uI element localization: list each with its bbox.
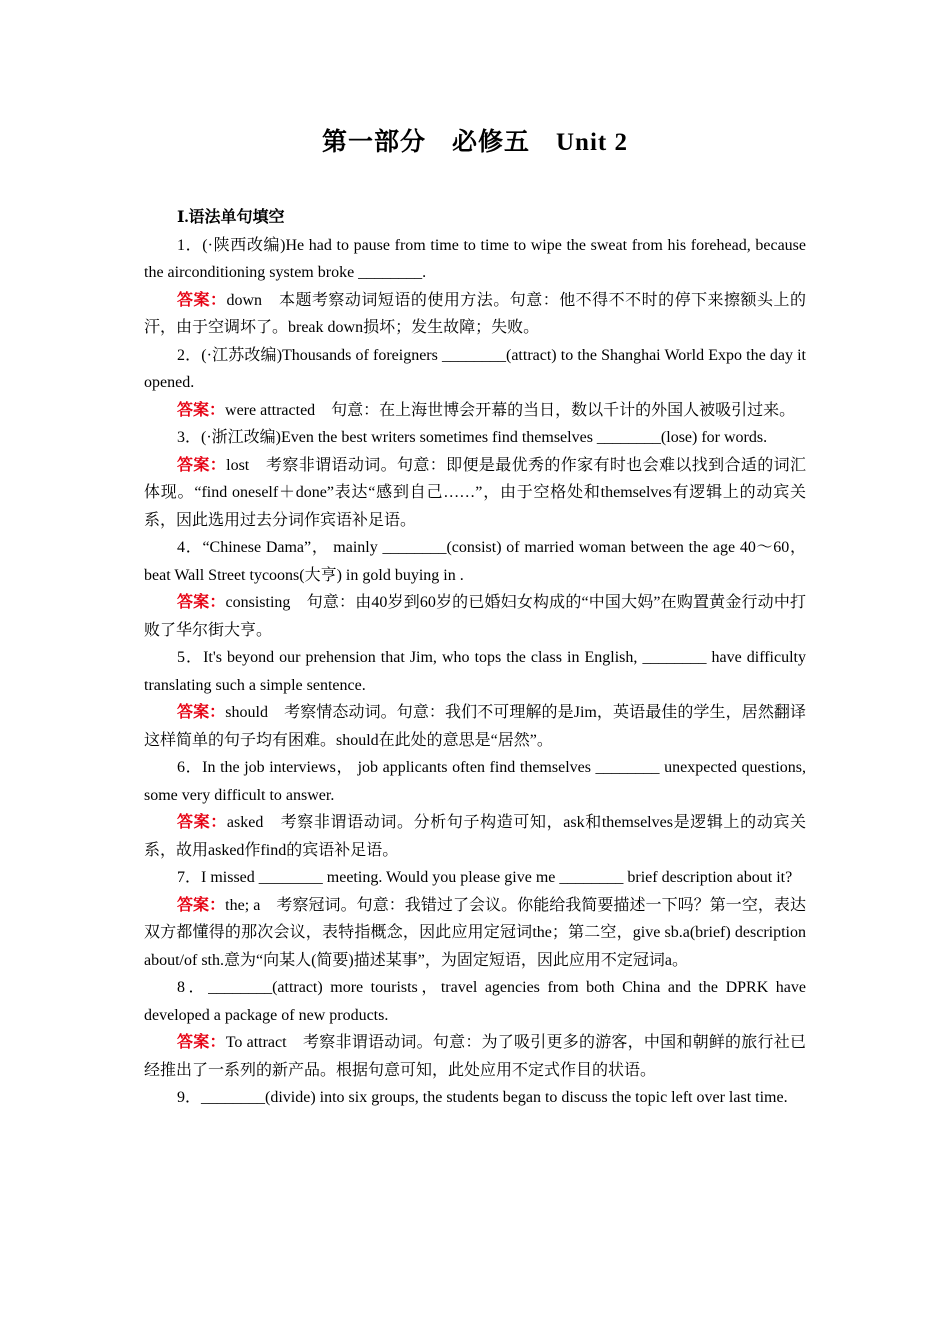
answer-text: were attracted 句意：在上海世博会开幕的当日，数以千计的外国人被吸引过来。 (225, 401, 796, 419)
answer-label: 答案： (177, 704, 226, 721)
question-8: 8．________(attract) more tourists，travel agencies from both China and the DPRK have developed a package of new products. (144, 979, 806, 1024)
answer-text: asked 考察非谓语动词。分析句子构造可知，ask和themselves是逻辑上的动宾关系，故用asked作find的宾语补足语。 (144, 814, 806, 859)
question-9: 9．________(divide) into six groups, the students began to discuss the topic left over last time. (177, 1089, 788, 1106)
page-title: 第一部分 必修五 Unit 2 (322, 129, 628, 156)
answer-text: should 考察情态动词。句意：我们不可理解的是Jim，英语最佳的学生，居然翻译这样简单的句子均有困难。should在此处的意思是“居然”。 (144, 704, 806, 749)
section-title: Ⅰ.语法单句填空 (177, 209, 285, 226)
answer-5 (144, 699, 806, 754)
answer-label: 答案： (177, 594, 226, 611)
question-1: 1．(·陕西改编)He had to pause from time to time to wipe the sweat from his forehead, because the airconditioning system broke ________. (144, 236, 806, 281)
question-6: 6．In the job interviews， job applicants often find themselves ________ unexpected questions, some very difficult to answer. (144, 759, 806, 804)
question-3: 3．(·浙江改编)Even the best writers sometimes find themselves ________(lose) for words. (177, 429, 768, 446)
answer-2 (144, 397, 806, 425)
answer-text: consisting 句意：由40岁到60岁的已婚妇女构成的“中国大妈”在购置黄金行动中打败了华尔街大亨。 (144, 594, 806, 639)
answer-8 (144, 1029, 806, 1084)
question-7: 7．I missed ________ meeting. Would you please give me ________ brief description about it? (177, 869, 793, 886)
answer-1 (144, 287, 806, 342)
answer-label: 答案： (177, 401, 226, 419)
answer-label: 答案： (177, 1034, 226, 1051)
answer-3 (144, 452, 806, 535)
answer-text: down 本题考察动词短语的使用方法。句意：他不得不不时的停下来擦额头上的汗，由于空调坏了。break down损坏；发生故障；失败。 (144, 291, 806, 336)
answer-label: 答案： (177, 896, 226, 914)
answer-label: 答案： (177, 291, 227, 309)
answer-text: the; a 考察冠词。句意：我错过了会议。你能给我简要描述一下吗？第一空，表达双方都懂得的那次会议，表特指概念，因此应用定冠词the；第二空，give sb.a(brief) description about/of sth.意为“向某人(简要)描述某事”，为固定短语，因此应用不定冠词a。 (144, 896, 806, 969)
answer-text: lost 考察非谓语动词。句意：即便是最优秀的作家有时也会难以找到合适的词汇体现。“find oneself＋done”表达“感到自己……”，由于空格处和themselves有逻辑上的动宾关系，因此选用过去分词作宾语补足语。 (144, 456, 806, 529)
question-4: 4．“Chinese Dama”， mainly ________(consist) of married woman between the age 40～60，beat Wall Street tycoons(大亨) in gold buying in . (144, 539, 806, 584)
answer-text: To attract 考察非谓语动词。句意：为了吸引更多的游客，中国和朝鲜的旅行社已经推出了一系列的新产品。根据句意可知，此处应用不定式作目的状语。 (144, 1034, 806, 1079)
answer-7 (144, 892, 806, 975)
answer-6 (144, 809, 806, 864)
answer-4 (144, 589, 806, 644)
exercise-body (144, 204, 806, 1112)
question-2: 2．(·江苏改编)Thousands of foreigners ________(attract) to the Shanghai World Expo the day it opened. (144, 346, 806, 391)
answer-label: 答案： (177, 456, 227, 474)
answer-label: 答案： (177, 814, 227, 831)
question-5: 5．It's beyond our prehension that Jim, who tops the class in English, ________ have difficulty translating such a simple sentence. (144, 649, 806, 694)
